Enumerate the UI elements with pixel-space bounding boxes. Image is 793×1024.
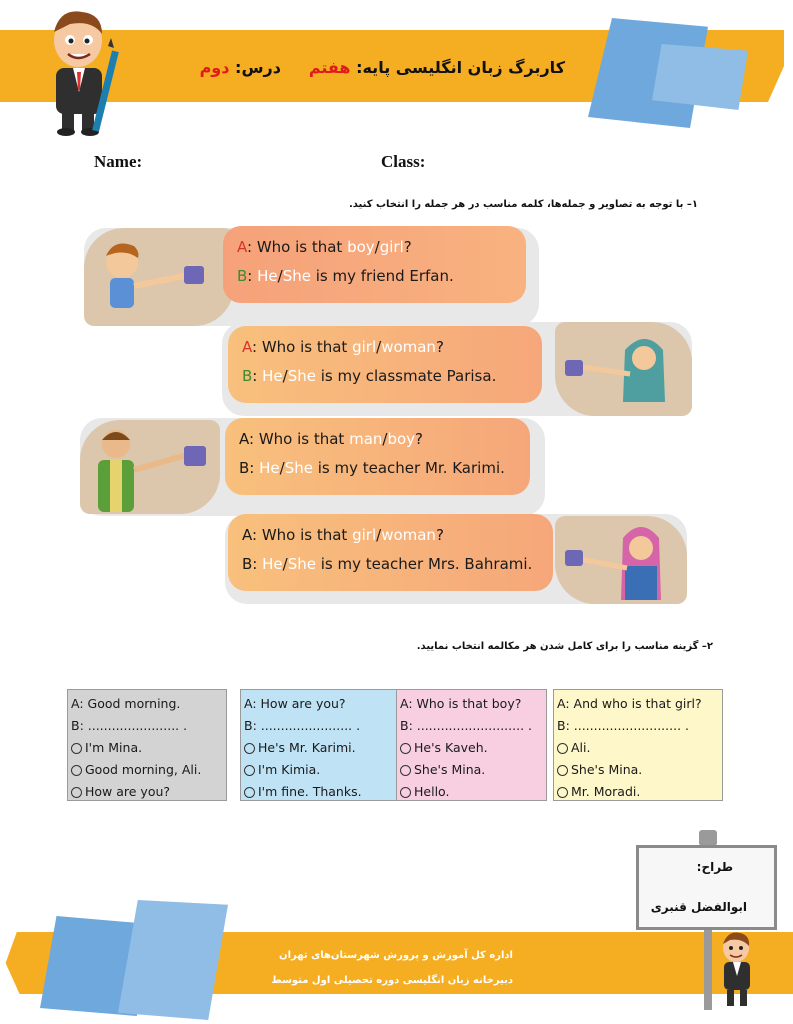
separator: / — [277, 267, 283, 285]
separator: / — [376, 338, 382, 356]
option-label: I'm Kimia. — [258, 762, 321, 777]
choice-option[interactable]: He — [259, 459, 280, 477]
option-label: She's Mina. — [414, 762, 486, 777]
choice-option[interactable]: He — [262, 367, 283, 385]
speech-bubble — [223, 226, 526, 303]
answer-option[interactable] — [71, 759, 223, 781]
radio-circle-icon[interactable] — [244, 765, 255, 776]
speaker-b: B — [242, 367, 253, 385]
question-mark: ? — [403, 238, 412, 256]
signboard-cap — [699, 830, 717, 846]
teacher-mascot-illustration — [712, 930, 762, 1015]
question-line: A: How are you? — [244, 696, 346, 711]
answer-blank: B: ....................... . — [71, 718, 188, 733]
radio-circle-icon[interactable] — [71, 787, 82, 798]
title-grade: هفتم — [308, 58, 351, 77]
answer-option[interactable] — [71, 781, 223, 803]
choice-option[interactable]: She — [287, 555, 316, 573]
answer-text: is my friend Erfan. — [310, 267, 454, 285]
choice-option[interactable]: boy — [387, 430, 416, 448]
question-line: A: And who is that girl? — [557, 696, 702, 711]
option-label: Good morning, Ali. — [85, 762, 202, 777]
radio-circle-icon[interactable] — [400, 765, 411, 776]
speech-bubble — [225, 418, 530, 495]
option-label: How are you? — [85, 784, 171, 799]
option-label: Hello. — [414, 784, 450, 799]
choice-option[interactable]: woman — [381, 526, 436, 544]
choice-option[interactable]: He — [262, 555, 283, 573]
choice-option[interactable]: She — [284, 459, 313, 477]
choice-option[interactable]: boy — [347, 238, 375, 256]
radio-circle-icon[interactable] — [400, 787, 411, 798]
radio-circle-icon[interactable] — [244, 743, 255, 754]
question-box — [553, 689, 723, 801]
separator: / — [282, 367, 288, 385]
designer-name: ابوالفضل قنبری — [650, 900, 747, 914]
name-label: Name: — [94, 152, 143, 171]
question-line: A: Good morning. — [71, 696, 181, 711]
choice-option[interactable]: girl — [352, 338, 377, 356]
question-box — [396, 689, 547, 801]
option-label: He's Kaveh. — [414, 740, 488, 755]
option-label: I'm Mina. — [85, 740, 143, 755]
answer-option[interactable] — [400, 781, 543, 803]
answer-option[interactable] — [244, 781, 396, 803]
choice-option[interactable]: He — [257, 267, 278, 285]
question-text: : Who is that — [252, 526, 353, 544]
radio-circle-icon[interactable] — [400, 743, 411, 754]
choice-option[interactable]: man — [349, 430, 383, 448]
answer-option[interactable] — [400, 759, 543, 781]
speaker-a: A — [242, 338, 252, 356]
picture-woman — [555, 516, 687, 604]
answer-option[interactable] — [244, 737, 396, 759]
line-a — [239, 425, 516, 454]
signboard-pole — [704, 930, 712, 1010]
designer-label: طراح: — [696, 860, 733, 874]
blue-shape — [652, 44, 748, 110]
class-label: Class: — [381, 152, 426, 171]
picture-man — [80, 420, 220, 514]
title-main: کاربرگ زبان انگلیسی پایه: — [356, 58, 565, 77]
radio-circle-icon[interactable] — [557, 743, 568, 754]
speech-bubble — [228, 326, 542, 403]
line-b: B: He/She is my teacher Mr. Karimi. — [239, 459, 505, 477]
picture-girl — [555, 322, 692, 416]
question-mark: ? — [435, 526, 444, 544]
blue-shape — [118, 900, 228, 1020]
separator: / — [374, 238, 380, 256]
answer-blank: B: ........................... . — [400, 718, 532, 733]
line-a — [242, 333, 528, 362]
radio-circle-icon[interactable] — [557, 787, 568, 798]
answer-option[interactable] — [71, 737, 223, 759]
choice-option[interactable]: She — [287, 367, 316, 385]
answer-text: is my classmate Parisa. — [315, 367, 497, 385]
choice-option[interactable]: girl — [352, 526, 377, 544]
radio-circle-icon[interactable] — [71, 743, 82, 754]
worksheet-title — [199, 58, 565, 77]
line-b: B: He/She is my friend Erfan. — [237, 267, 454, 285]
speaker-b: B — [237, 267, 248, 285]
option-label: Mr. Moradi. — [571, 784, 641, 799]
radio-circle-icon[interactable] — [71, 765, 82, 776]
choice-option[interactable]: woman — [381, 338, 436, 356]
speaker-a: A — [242, 526, 252, 544]
speaker-b: B — [239, 459, 250, 477]
choice-option[interactable]: girl — [379, 238, 404, 256]
separator: / — [376, 526, 382, 544]
separator: / — [279, 459, 285, 477]
answer-option[interactable] — [400, 737, 543, 759]
question-mark: ? — [415, 430, 424, 448]
teacher-mascot-illustration — [40, 6, 130, 136]
question-line: A: Who is that boy? — [400, 696, 522, 711]
line-b: B: He/She is my teacher Mrs. Bahrami. — [242, 555, 533, 573]
title-lesson-label: درس: — [235, 58, 281, 77]
title-lesson: دوم — [199, 58, 230, 77]
separator: / — [282, 555, 288, 573]
radio-circle-icon[interactable] — [557, 765, 568, 776]
answer-option[interactable] — [557, 759, 719, 781]
exercise1-instruction: ۱– با توجه به تصاویر و جمله‌ها، کلمه مناسب در هر جمله را انتخاب کنید. — [348, 199, 698, 210]
question-mark: ? — [435, 338, 444, 356]
speech-bubble — [228, 514, 553, 591]
option-label: I'm fine. Thanks. — [258, 784, 362, 799]
answer-option[interactable] — [557, 781, 719, 803]
footer-line1: اداره کل آموزش و پرورش شهرستان‌های تهران — [279, 950, 513, 961]
answer-blank: B: ....................... . — [244, 718, 361, 733]
option-label: He's Mr. Karimi. — [258, 740, 356, 755]
option-label: Ali. — [571, 740, 591, 755]
answer-option[interactable] — [557, 737, 719, 759]
answer-text: is my teacher Mrs. Bahrami. — [315, 555, 533, 573]
radio-circle-icon[interactable] — [244, 787, 255, 798]
line-a — [242, 521, 539, 550]
question-box — [240, 689, 400, 801]
separator: / — [382, 430, 388, 448]
line-a — [237, 233, 512, 262]
exercise2-instruction: ۲– گزینه مناسب را برای کامل شدن هر مکالمه انتخاب نمایید. — [416, 641, 713, 652]
choice-option[interactable]: She — [282, 267, 311, 285]
line-b: B: He/She is my classmate Parisa. — [242, 367, 497, 385]
question-text: : Who is that — [247, 238, 348, 256]
question-box — [67, 689, 227, 801]
designer-signboard — [636, 845, 777, 930]
picture-boy — [84, 228, 234, 326]
answer-blank: B: ........................... . — [557, 718, 689, 733]
speaker-b: B — [242, 555, 253, 573]
answer-option[interactable] — [244, 759, 396, 781]
option-label: She's Mina. — [571, 762, 643, 777]
speaker-a: A — [239, 430, 249, 448]
question-text: : Who is that — [252, 338, 353, 356]
footer-line2: دبیرخانه زبان انگلیسی دوره تحصیلی اول متوسط — [271, 975, 513, 986]
speaker-a: A — [237, 238, 247, 256]
answer-text: is my teacher Mr. Karimi. — [312, 459, 505, 477]
question-text: : Who is that — [249, 430, 350, 448]
